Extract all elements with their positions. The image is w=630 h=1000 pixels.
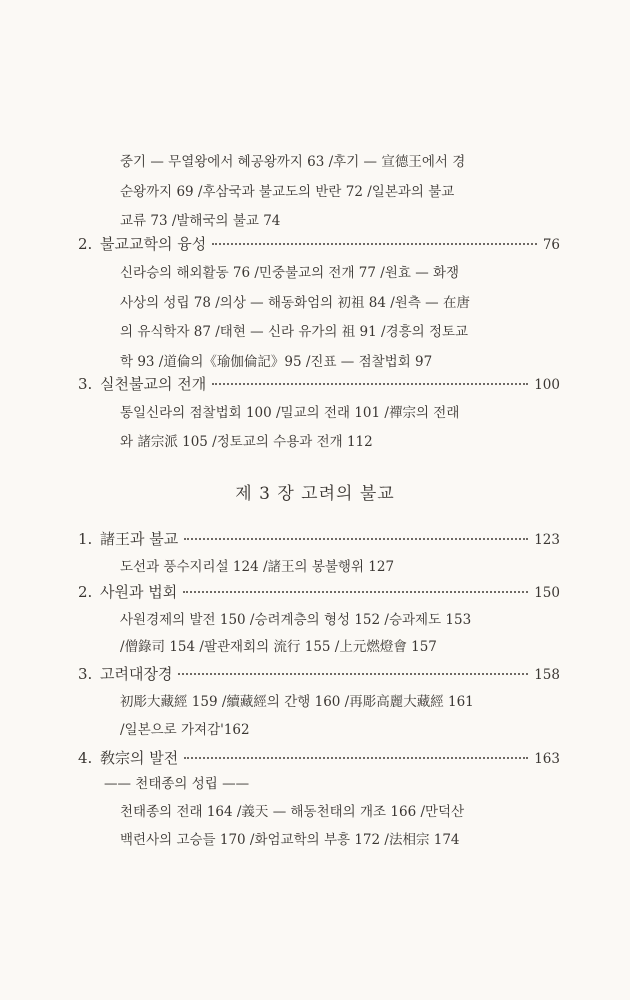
toc-subline: 初彫大藏經 159 /續藏經의 간행 160 /再彫高麗大藏經 161: [120, 694, 474, 710]
toc-subline: 사원경제의 발전 150 /승려계층의 형성 152 /승과제도 153: [120, 612, 472, 628]
toc-subline: /僧錄司 154 /팔관재회의 流行 155 /上元燃燈會 157: [120, 639, 437, 655]
toc-subline: 천태종의 전래 164 /義天 — 해동천태의 개조 166 /만덕산: [120, 804, 465, 820]
toc-entry-page: 100: [534, 377, 560, 393]
toc-subline: 도선과 풍수지리설 124 /諸王의 봉불행위 127: [120, 559, 395, 575]
toc-entry[interactable]: [78, 530, 560, 549]
dot-leader: [184, 532, 528, 540]
toc-subline: 순왕까지 69 /후삼국과 불교도의 반란 72 /일본과의 불교: [120, 184, 455, 200]
dot-leader: [212, 237, 537, 245]
toc-entry-title: 고려대장경: [100, 665, 173, 683]
toc-entry-page: 123: [534, 532, 560, 548]
toc-entry-page: 163: [534, 751, 560, 767]
toc-entry-title: 불교교학의 융성: [100, 235, 207, 253]
toc-entry[interactable]: [78, 665, 560, 684]
toc-entry-page: 150: [534, 585, 560, 601]
toc-subline: 신라승의 해외활동 76 /민중불교의 전개 77 /원효 — 화쟁: [120, 265, 460, 281]
toc-entry-number: 3.: [78, 665, 93, 683]
chapter-title: 제 3 장 고려의 불교: [235, 484, 395, 504]
toc-entry-number: 3.: [78, 375, 93, 393]
toc-entry-page: 158: [534, 667, 560, 683]
toc-entry-number: 2.: [78, 583, 93, 601]
toc-entry-page: 76: [542, 237, 560, 253]
toc-entry-title: 敎宗의 발전: [100, 749, 179, 767]
toc-entry[interactable]: [78, 375, 560, 394]
toc-subline: 백련사의 고승들 170 /화엄교학의 부흥 172 /法相宗 174: [120, 832, 460, 848]
toc-subline: /일본으로 가져감'162: [120, 722, 250, 738]
section-subtitle: —— 천태종의 성립 ——: [104, 776, 250, 792]
dot-leader: [183, 585, 528, 593]
toc-subline: 사상의 성립 78 /의상 — 해동화엄의 初祖 84 /원측 — 在唐: [120, 295, 470, 311]
toc-subline: 중기 — 무열왕에서 혜공왕까지 63 /후기 — 宣德王에서 경: [120, 154, 466, 170]
toc-entry[interactable]: [78, 235, 560, 254]
toc-entry-title: 諸王과 불교: [100, 530, 179, 548]
dot-leader: [184, 751, 528, 759]
toc-subline: 와 諸宗派 105 /정토교의 수용과 전개 112: [120, 434, 373, 450]
toc-entry[interactable]: [78, 749, 560, 768]
toc-entry-title: 실천불교의 전개: [100, 375, 207, 393]
toc-subline: 교류 73 /발해국의 불교 74: [120, 213, 281, 229]
toc-subline: 학 93 /道倫의《瑜伽倫記》95 /진표 — 점찰법회 97: [120, 354, 433, 370]
toc-entry[interactable]: [78, 583, 560, 602]
dot-leader: [212, 377, 528, 385]
dot-leader: [178, 667, 528, 675]
toc-subline: 의 유식학자 87 /태현 — 신라 유가의 祖 91 /경흥의 정토교: [120, 324, 469, 340]
toc-subline: 통일신라의 점찰법회 100 /밀교의 전래 101 /禪宗의 전래: [120, 405, 460, 421]
toc-entry-number: 2.: [78, 235, 93, 253]
toc-entry-number: 4.: [78, 749, 93, 767]
toc-entry-title: 사원과 법회: [100, 583, 178, 601]
toc-entry-number: 1.: [78, 530, 93, 548]
